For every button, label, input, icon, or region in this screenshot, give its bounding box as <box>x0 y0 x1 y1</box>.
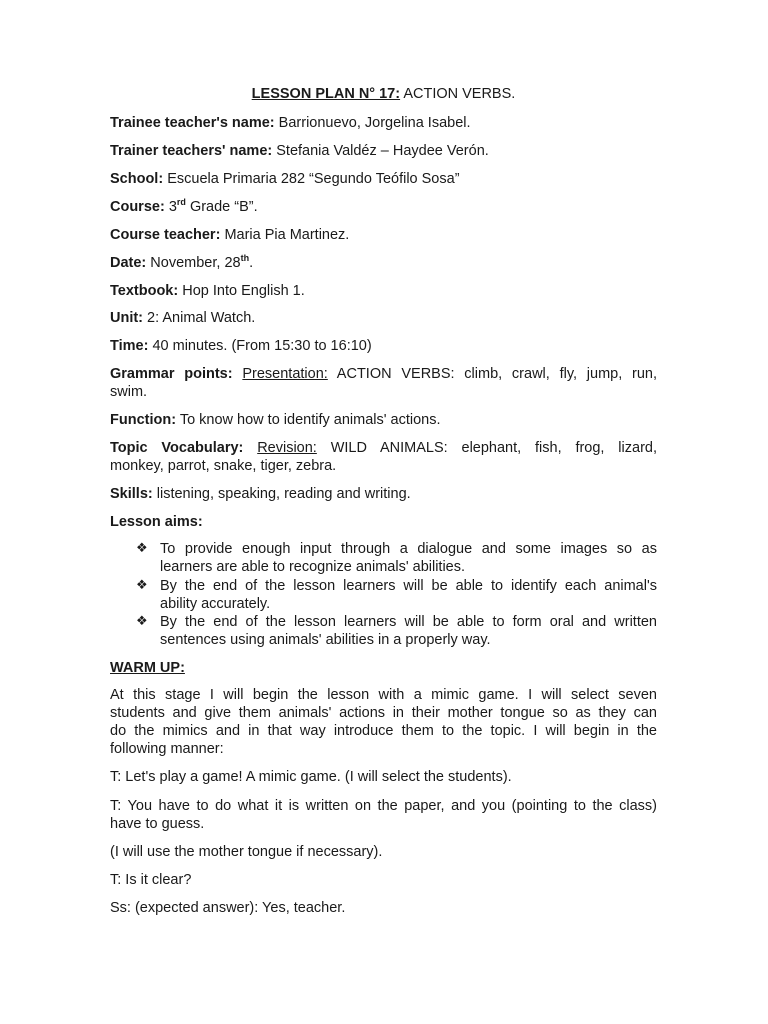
dialogue-line: T: Is it clear? <box>110 872 192 888</box>
warm-up-paragraph-line: students and give them animals' actions in their mother tongue so as they can <box>110 705 657 721</box>
school-field <box>110 170 657 188</box>
grammar-field-line1 <box>110 365 657 383</box>
course-value-prefix: 3 <box>168 199 177 215</box>
course-value-suffix: Grade “B”. <box>189 199 258 215</box>
trainer-value: Stefania Valdéz – Haydee Verón. <box>276 143 489 159</box>
warm-up-paragraph-line: do the mimics and in that way introduce them to the topic. I will begin in the <box>110 723 657 739</box>
topic-value-line1: WILD ANIMALS: elephant, fish, frog, lizard, <box>330 440 657 456</box>
textbook-field <box>110 282 657 300</box>
function-value: To know how to identify animals' actions. <box>179 412 441 428</box>
textbook-value: Hop Into English 1. <box>182 283 305 299</box>
unit-label: Unit: <box>110 310 144 326</box>
grammar-value-line1: ACTION VERBS: climb, crawl, fly, jump, run, <box>336 366 658 382</box>
trainee-field <box>110 114 657 132</box>
warm-up-heading-text: WARM UP: <box>110 660 185 676</box>
lesson-aim-line: By the end of the lesson learners will be able to identify each animal's <box>160 578 657 594</box>
course-field <box>110 198 657 216</box>
dialogue-line: (I will use the mother tongue if necessary). <box>110 844 383 860</box>
warm-up-paragraph-line: following manner: <box>110 741 224 757</box>
topic-label: Topic Vocabulary: <box>110 440 244 456</box>
trainer-field <box>110 142 657 160</box>
grammar-sub-label: Presentation: <box>242 366 328 382</box>
diamond-bullet-icon: ❖ <box>136 614 148 629</box>
warm-up-heading <box>110 659 657 677</box>
dialogue-line: Ss: (expected answer): Yes, teacher. <box>110 900 346 916</box>
textbook-label: Textbook: <box>110 283 179 299</box>
date-field <box>110 254 657 272</box>
skills-field <box>110 485 657 503</box>
lesson-aim-line: learners are able to recognize animals' abilities. <box>160 559 466 575</box>
topic-field-line1 <box>110 439 657 457</box>
skills-value: listening, speaking, reading and writing. <box>156 486 411 502</box>
topic-value-line2: monkey, parrot, snake, tiger, zebra. <box>110 458 337 474</box>
lesson-aim-line: sentences using animals' abilities in a properly way. <box>160 632 491 648</box>
lesson-aim-line: By the end of the lesson learners will be able to form oral and written <box>160 614 657 630</box>
topic-field-line2 <box>110 457 657 475</box>
grammar-label: Grammar points: <box>110 366 233 382</box>
lesson-aim-line: To provide enough input through a dialogue and some images so as <box>160 541 657 557</box>
dialogue-line: have to guess. <box>110 816 205 832</box>
course-teacher-field <box>110 226 657 244</box>
diamond-bullet-icon: ❖ <box>136 541 148 556</box>
diamond-bullet-icon: ❖ <box>136 578 148 593</box>
date-label: Date: <box>110 255 147 271</box>
course-label: Course: <box>110 199 165 215</box>
function-label: Function: <box>110 412 177 428</box>
function-field <box>110 411 657 429</box>
trainer-label: Trainer teachers' name: <box>110 143 273 159</box>
warm-up-paragraph-line: At this stage I will begin the lesson with a mimic game. I will select seven <box>110 687 657 703</box>
trainee-value: Barrionuevo, Jorgelina Isabel. <box>278 115 471 131</box>
grammar-field-line2 <box>110 383 657 401</box>
time-label: Time: <box>110 338 149 354</box>
lesson-aim-line: ability accurately. <box>160 596 271 612</box>
topic-sub-label: Revision: <box>257 440 317 456</box>
unit-field <box>110 309 657 327</box>
date-value-sup: th <box>240 253 250 264</box>
unit-value: 2: Animal Watch. <box>147 310 256 326</box>
date-value-suffix: . <box>249 255 254 271</box>
lesson-aims-heading-text: Lesson aims: <box>110 514 203 530</box>
lesson-aims-heading <box>110 513 657 531</box>
school-label: School: <box>110 171 164 187</box>
skills-label: Skills: <box>110 486 153 502</box>
trainee-label: Trainee teacher's name: <box>110 115 275 131</box>
date-value-prefix: November, 28 <box>150 255 241 271</box>
course-teacher-label: Course teacher: <box>110 227 221 243</box>
grammar-value-line2: swim. <box>110 384 148 400</box>
dialogue-line: T: Let's play a game! A mimic game. (I will select the students). <box>110 769 512 785</box>
page-title <box>110 85 657 103</box>
time-field <box>110 337 657 355</box>
time-value: 40 minutes. (From 15:30 to 16:10) <box>152 338 372 354</box>
course-value-sup: rd <box>176 197 186 208</box>
title-label: LESSON PLAN N° 17: <box>251 86 401 102</box>
title-value: ACTION VERBS. <box>403 86 516 102</box>
course-teacher-value: Maria Pia Martinez. <box>224 227 350 243</box>
school-value: Escuela Primaria 282 “Segundo Teófilo Sosa” <box>167 171 460 187</box>
dialogue-line: T: You have to do what it is written on the paper, and you (pointing to the class) <box>110 798 657 814</box>
